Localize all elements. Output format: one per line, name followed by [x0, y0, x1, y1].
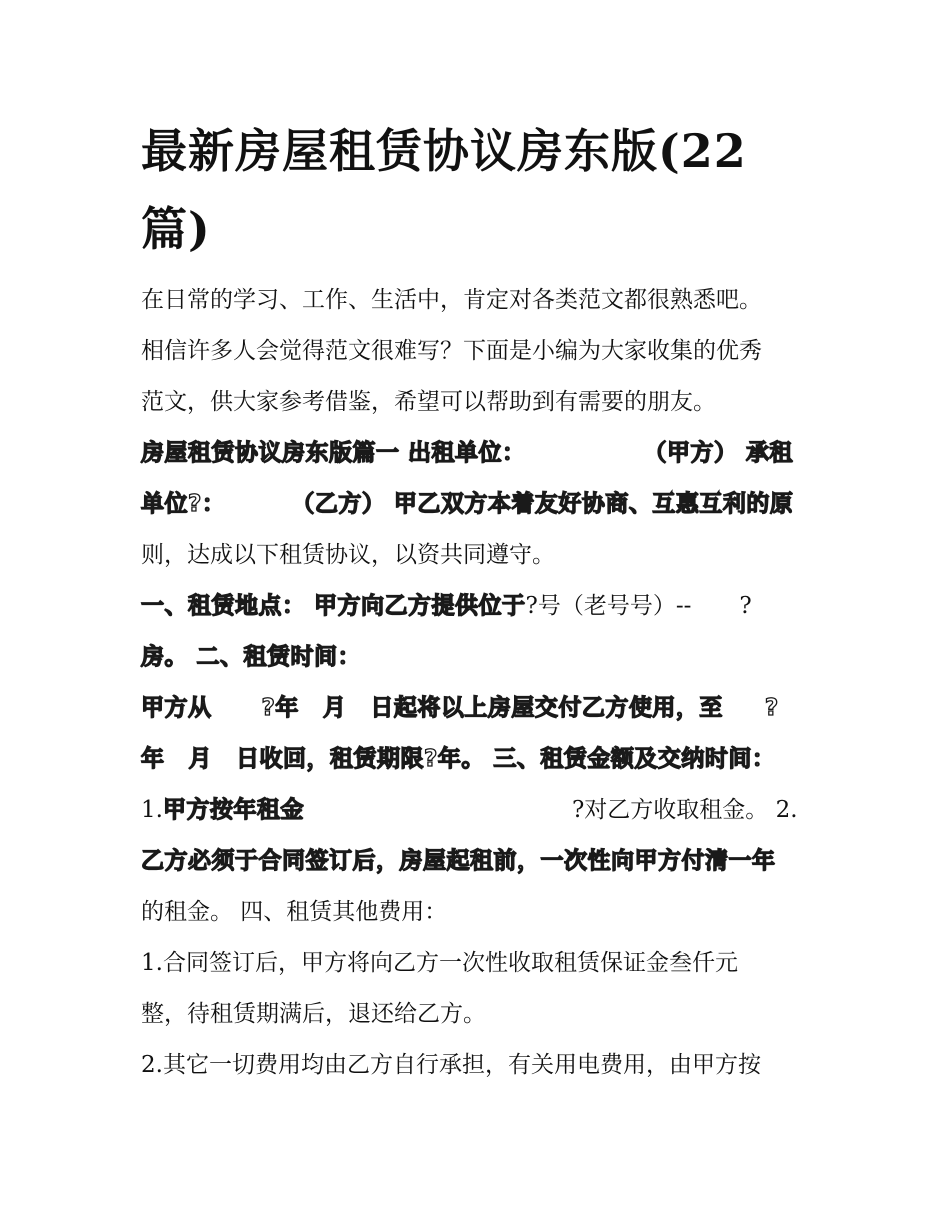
- handover-text: 日起将以上房屋交付乙方使用，至: [370, 695, 723, 721]
- section-heading-one: 房屋租赁协议房东版篇一 出租单位：: [141, 440, 526, 466]
- paragraph-line-7: [141, 591, 752, 621]
- paragraph-line-4: [141, 438, 793, 468]
- title-line-1: 最新房屋租赁协议房东版(22: [141, 124, 747, 178]
- rent-collection-text: ?对乙方收取租金。 2.: [571, 797, 798, 823]
- lease-term-and-rent-heading: 日收回，租赁期限?年。 三、租赁金额及交纳时间：: [236, 746, 776, 772]
- lessee-unit-label: 单位?：: [141, 491, 226, 517]
- address-placeholder: ?: [739, 593, 752, 619]
- paragraph-line-8: [141, 642, 361, 672]
- paragraph-line-14: 1.合同签订后，甲方将向乙方一次性收取租赁保证金叁仟元: [141, 950, 738, 976]
- title-line-2: 篇): [141, 202, 211, 256]
- rental-time-heading: 房。 二、租赁时间：: [141, 644, 362, 670]
- item-number-1: 1.: [141, 797, 163, 823]
- paragraph-line-11: [141, 795, 798, 825]
- document-title: [141, 112, 821, 268]
- payment-clause: 乙方必须于合同签订后，房屋起租前，一次性向甲方付清一年: [141, 848, 776, 874]
- end-year-placeholder: ?: [764, 695, 779, 721]
- party-a-label: （甲方） 承租: [643, 440, 794, 466]
- paragraph-line-6: 则，达成以下租赁协议，以资共同遵守。: [141, 542, 555, 568]
- intro-line-2: 相信许多人会觉得范文很难写？下面是小编为大家收集的优秀: [141, 338, 762, 364]
- party-b-clause: （乙方） 甲乙双方本着友好协商、互惠互利的原: [291, 491, 794, 517]
- address-text: ?号（老号号）--: [525, 593, 692, 619]
- end-month-text: 月: [188, 746, 212, 772]
- intro-line-3: 范文，供大家参考借鉴，希望可以帮助到有需要的朋友。: [141, 389, 716, 415]
- paragraph-line-5: [141, 489, 793, 519]
- annual-rent-text: 甲方按年租金: [162, 797, 304, 823]
- paragraph-line-12: [141, 846, 776, 876]
- start-month-text: 月: [322, 695, 347, 721]
- rental-location-heading: 一、租赁地点： 甲方向乙方提供位于: [141, 593, 526, 619]
- end-year-text: 年: [141, 746, 165, 772]
- paragraph-line-15: 整，待租赁期满后，退还给乙方。: [141, 1001, 486, 1027]
- intro-line-1: 在日常的学习、工作、生活中，肯定对各类范文都很熟悉吧。: [141, 287, 762, 313]
- paragraph-line-10: [141, 744, 775, 774]
- paragraph-line-16: 2.其它一切费用均由乙方自行承担，有关用电费用，由甲方按: [141, 1052, 761, 1078]
- start-year-text: ?年: [261, 695, 299, 721]
- start-from-text: 甲方从: [141, 695, 212, 721]
- paragraph-line-9: [141, 693, 779, 723]
- paragraph-line-13: 的租金。 四、租赁其他费用：: [141, 899, 448, 925]
